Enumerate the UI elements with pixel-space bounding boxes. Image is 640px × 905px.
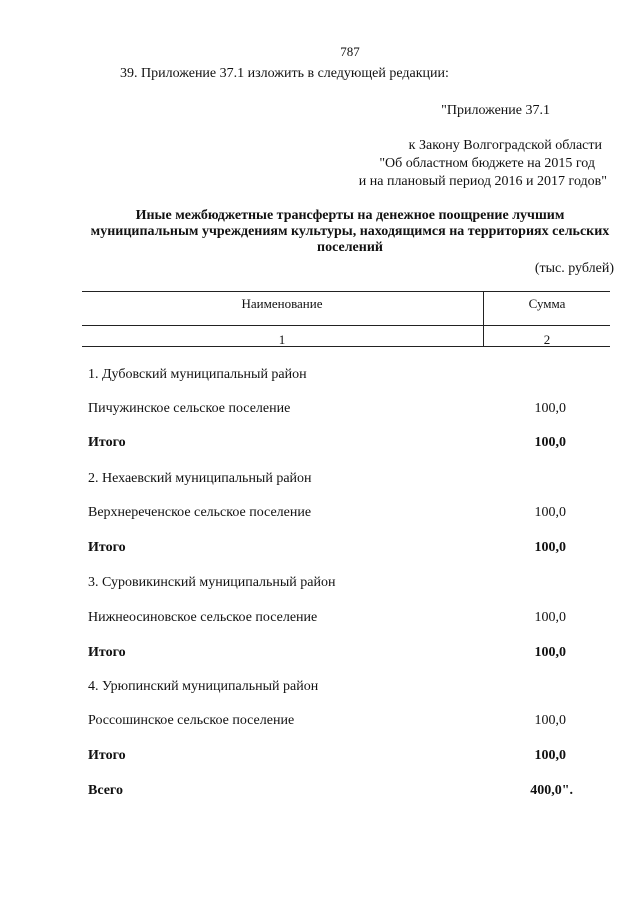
- table-top-border: [82, 291, 610, 292]
- unit-label: (тыс. рублей): [534, 261, 614, 276]
- row-value: 100,0: [534, 713, 566, 728]
- row-label: Россошинское сельское поселение: [88, 713, 295, 728]
- row-label-total: Итого: [88, 540, 126, 555]
- row-label: Нижнеосиновское сельское поселение: [88, 610, 318, 625]
- row-value: 100,0: [534, 610, 566, 625]
- row-label-grand-total: Всего: [88, 783, 123, 798]
- appendix-title: "Приложение 37.1: [441, 103, 550, 118]
- table-header-divider: [82, 325, 610, 326]
- header-name: Наименование: [241, 296, 323, 311]
- row-value-total: 100,0: [534, 748, 566, 763]
- row-label-total: Итого: [88, 645, 126, 660]
- row-value-total: 100,0: [534, 540, 566, 555]
- column-number-1: 1: [278, 332, 286, 347]
- header-sum: Сумма: [528, 296, 566, 311]
- row-value-total: 100,0: [534, 435, 566, 450]
- row-label: 3. Суровикинский муниципальный район: [88, 575, 336, 590]
- appendix-period: и на плановый период 2016 и 2017 годов": [358, 174, 607, 189]
- row-label: 2. Нехаевский муниципальный район: [88, 471, 312, 486]
- row-label-total: Итого: [88, 748, 126, 763]
- row-label: Пичужинское сельское поселение: [88, 401, 291, 416]
- row-value-total: 100,0: [534, 645, 566, 660]
- row-value: 100,0: [534, 401, 566, 416]
- appendix-law: к Закону Волгоградской области: [408, 138, 602, 153]
- row-value: 100,0: [534, 505, 566, 520]
- row-label: 4. Урюпинский муниципальный район: [88, 679, 319, 694]
- document-title: Иные межбюджетные трансферты на денежное поощрение лучшим муниципальным учреждениям культуры, находящимся на территориях сельских поселений: [90, 208, 610, 255]
- row-value-grand-total: 400,0".: [530, 783, 573, 798]
- intro-text: 39. Приложение 37.1 изложить в следующей редакции:: [120, 66, 449, 81]
- row-label-total: Итого: [88, 435, 126, 450]
- column-number-2: 2: [543, 332, 551, 347]
- row-label: Верхнереченское сельское поселение: [88, 505, 312, 520]
- row-label: 1. Дубовский муниципальный район: [88, 367, 307, 382]
- page-number: 787: [340, 44, 360, 59]
- appendix-budget: "Об областном бюджете на 2015 год: [379, 156, 595, 171]
